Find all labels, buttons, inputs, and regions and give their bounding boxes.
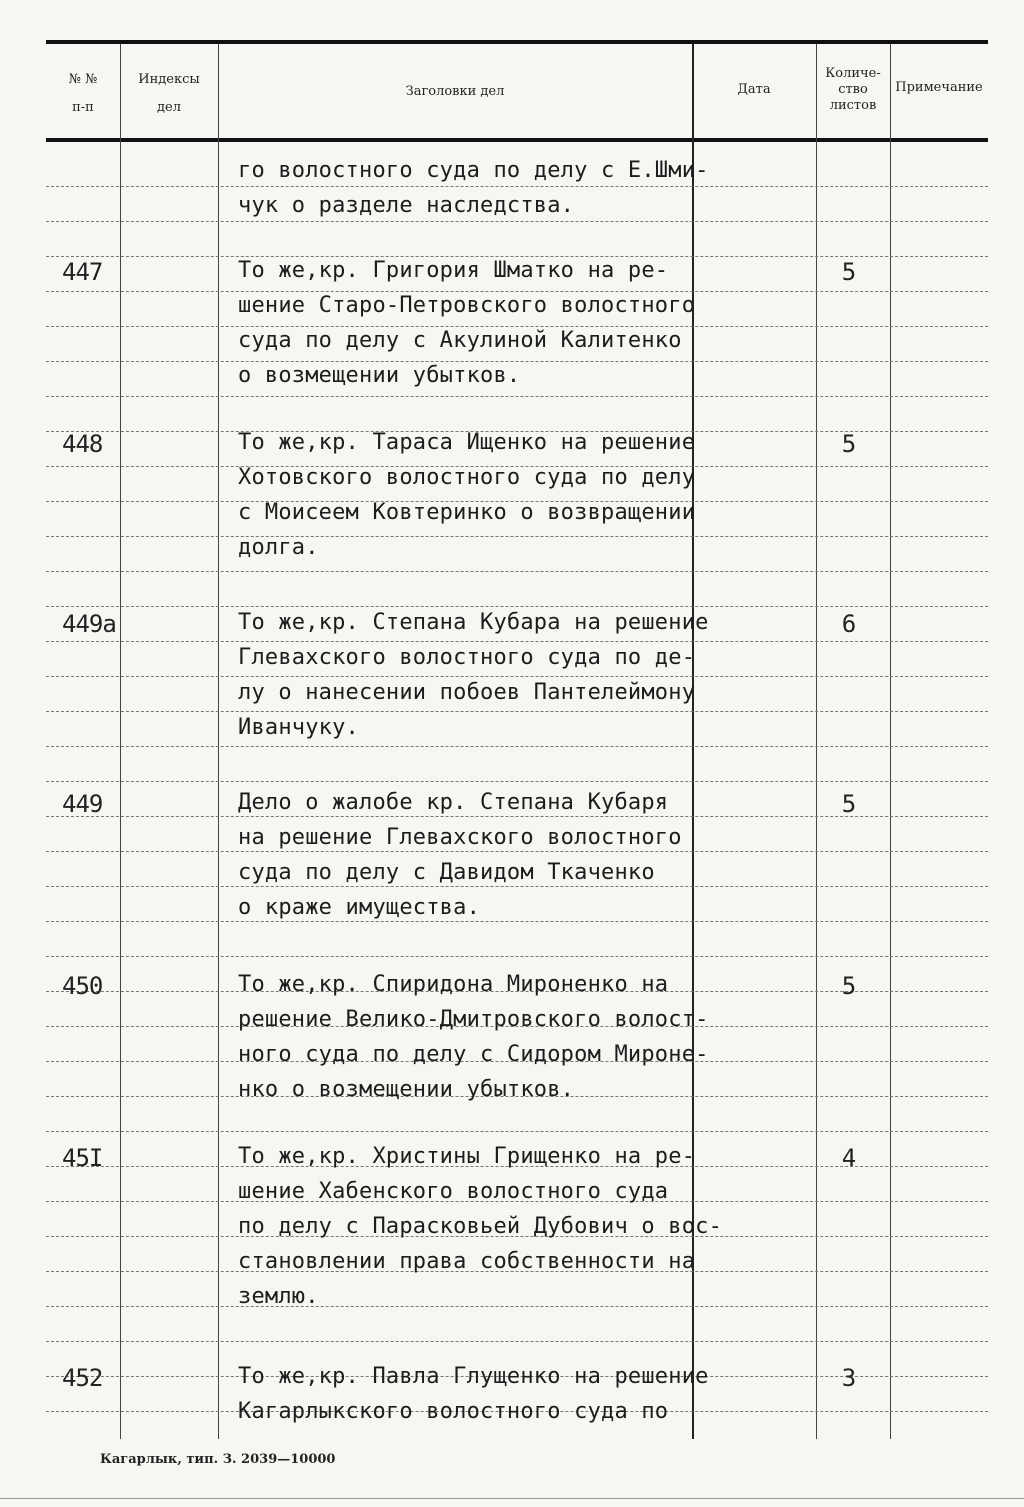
ruling-line: [46, 256, 988, 257]
ruling-line: [46, 571, 988, 572]
header-number: № № п-п: [68, 72, 98, 115]
entry-title-line: решение Велико-Дмитровского волост-: [238, 1007, 709, 1032]
entry-title-line: го волостного суда по делу с Е.Шми-: [238, 158, 709, 183]
header-note: Примечание: [895, 80, 983, 95]
entry-title-line: землю.: [238, 1284, 319, 1309]
ruling-line: [46, 746, 988, 747]
entry-title-line: шение Хабенского волостного суда: [238, 1179, 669, 1204]
entry-sheet-count: 4: [841, 1144, 857, 1172]
header-date: Дата: [737, 82, 771, 97]
ruling-line: [46, 396, 988, 397]
header-title: Заголовки дел: [405, 84, 505, 99]
entry-title-line: нко о возмещении убытков.: [238, 1077, 575, 1102]
ruling-line: [46, 1341, 988, 1342]
printer-imprint: Кагарлык, тип. З. 2039—10000: [100, 1452, 336, 1467]
ruling-line: [46, 1131, 988, 1132]
entry-title-line: на решение Глевахского волостного: [238, 825, 682, 850]
ruling-line: [46, 641, 988, 642]
entry-sheet-count: 5: [841, 258, 857, 286]
entry-sheet-count: 3: [841, 1364, 857, 1392]
ruling-line: [46, 921, 988, 922]
entry-sheet-count: 5: [841, 790, 857, 818]
entry-title-line: То же,кр. Григория Шматко на ре-: [238, 258, 669, 283]
entry-title-line: суда по делу с Давидом Ткаченко: [238, 860, 655, 885]
col-divider-1: [120, 44, 121, 1439]
entry-number: 452: [62, 1364, 103, 1392]
entry-title-line: Иванчуку.: [238, 715, 360, 740]
ruling-line: [46, 361, 988, 362]
entry-number: 45I: [62, 1144, 103, 1172]
entry-title-line: Дело о жалобе кр. Степана Кубаря: [238, 790, 669, 815]
entry-title-line: То же,кр. Тараса Ищенко на решение: [238, 430, 696, 455]
entry-title-line: Хотовского волостного суда по делу: [238, 465, 696, 490]
ruling-line: [46, 956, 988, 957]
entry-title-line: по делу с Парасковьей Дубович о вос-: [238, 1214, 723, 1239]
entry-number: 449: [62, 790, 103, 818]
entry-title-line: с Моисеем Ковтеринко о возвращении: [238, 500, 696, 525]
entry-title-line: о краже имущества.: [238, 895, 481, 920]
entry-title-line: То же,кр. Степана Кубара на решение: [238, 610, 709, 635]
entry-title-line: шение Старо-Петровского волостного: [238, 293, 696, 318]
ruling-line: [46, 536, 988, 537]
ruling-line: [46, 711, 988, 712]
entry-sheet-count: 5: [841, 972, 857, 1000]
entry-title-line: То же,кр. Спиридона Мироненко на: [238, 972, 669, 997]
entry-title-line: То же,кр. Христины Грищенко на ре-: [238, 1144, 696, 1169]
top-rule: [46, 40, 988, 44]
entry-title-line: ного суда по делу с Сидором Мироне-: [238, 1042, 709, 1067]
col-divider-5: [890, 44, 891, 1439]
entry-title-line: чук о разделе наследства.: [238, 193, 575, 218]
ruling-line: [46, 1306, 988, 1307]
ruling-line: [46, 326, 988, 327]
col-divider-4: [816, 44, 817, 1439]
entry-title-line: становлении права собственности на: [238, 1249, 696, 1274]
ruling-line: [46, 606, 988, 607]
bottom-edge: [0, 1498, 1024, 1499]
ruling-line: [46, 291, 988, 292]
header-index: Индексы дел: [138, 72, 200, 115]
entry-number: 450: [62, 972, 103, 1000]
entry-sheet-count: 5: [841, 430, 857, 458]
entry-title-line: Кагарлыкского волостного суда по: [238, 1399, 669, 1424]
header-count: Количе- ство листов: [825, 66, 881, 113]
entry-title-line: долга.: [238, 535, 319, 560]
entry-title-line: Глевахского волостного суда по де-: [238, 645, 696, 670]
ruling-line: [46, 781, 988, 782]
entry-title-line: суда по делу с Акулиной Калитенко: [238, 328, 682, 353]
entry-title-line: о возмещении убытков.: [238, 363, 521, 388]
ruling-line: [46, 851, 988, 852]
ruling-line: [46, 676, 988, 677]
entry-title-line: То же,кр. Павла Глущенко на решение: [238, 1364, 709, 1389]
col-divider-2: [218, 44, 219, 1439]
entry-title-line: лу о нанесении побоев Пантелеймону: [238, 680, 696, 705]
ruling-line: [46, 186, 988, 187]
entry-number: 447: [62, 258, 103, 286]
ruling-line: [46, 221, 988, 222]
entry-sheet-count: 6: [841, 610, 857, 638]
entry-number: 449а: [62, 610, 116, 638]
ruling-line: [46, 886, 988, 887]
entry-number: 448: [62, 430, 103, 458]
